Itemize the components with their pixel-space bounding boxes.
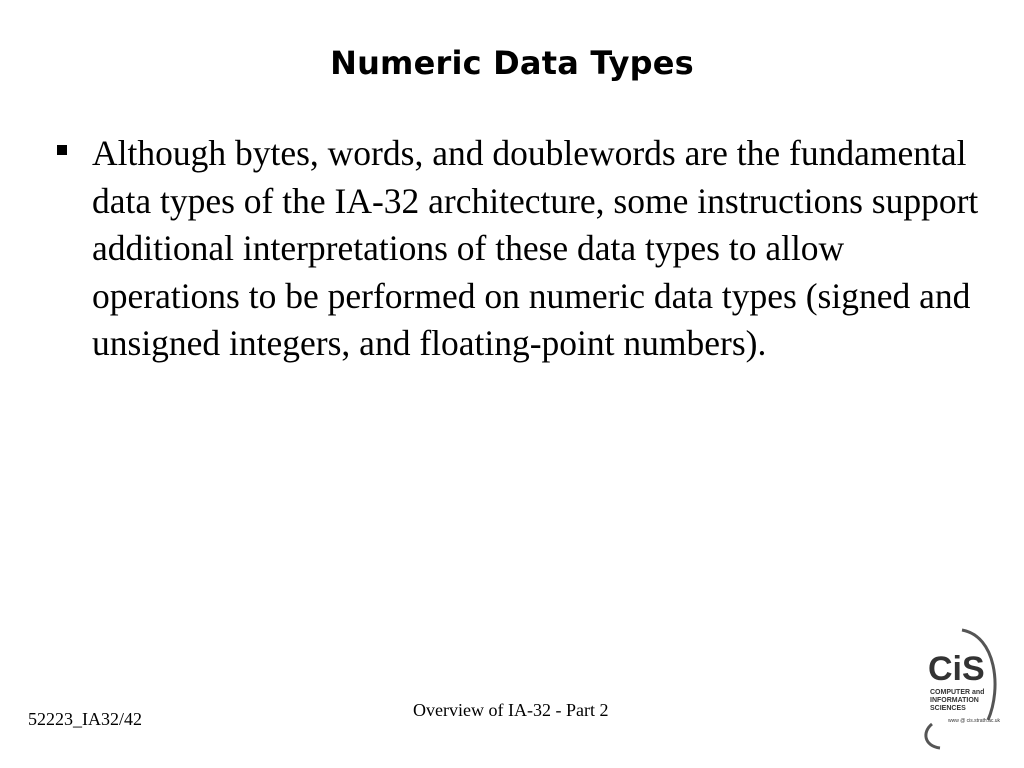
- bullet-list: [55, 130, 985, 368]
- slide-title: Numeric Data Types: [330, 44, 694, 82]
- cis-logo: [918, 628, 1002, 750]
- square-bullet-icon: [57, 145, 67, 155]
- logo-line-3: SCIENCES: [930, 705, 966, 712]
- bullet-text: Although bytes, words, and doublewords are the fundamental data types of the IA-32 architecture, some instructions support additional interpretations of these data types to allow operations to be performed on numeric data types (signed and unsigned integers, and floating-point numbers).: [92, 133, 979, 363]
- logo-line-2: INFORMATION: [930, 697, 979, 704]
- bullet-item: [55, 130, 985, 368]
- logo-line-1: COMPUTER and: [930, 689, 985, 696]
- cis-logo-icon: [918, 628, 1002, 750]
- logo-url: www @ cis.strath.ac.uk: [948, 718, 1001, 724]
- logo-mark: CiS: [928, 650, 985, 688]
- logo-arc-left: [926, 724, 940, 748]
- footer-slide-id: 52223_IA32/42: [28, 709, 142, 729]
- footer-presentation-title: Overview of IA-32 - Part 2: [413, 700, 609, 720]
